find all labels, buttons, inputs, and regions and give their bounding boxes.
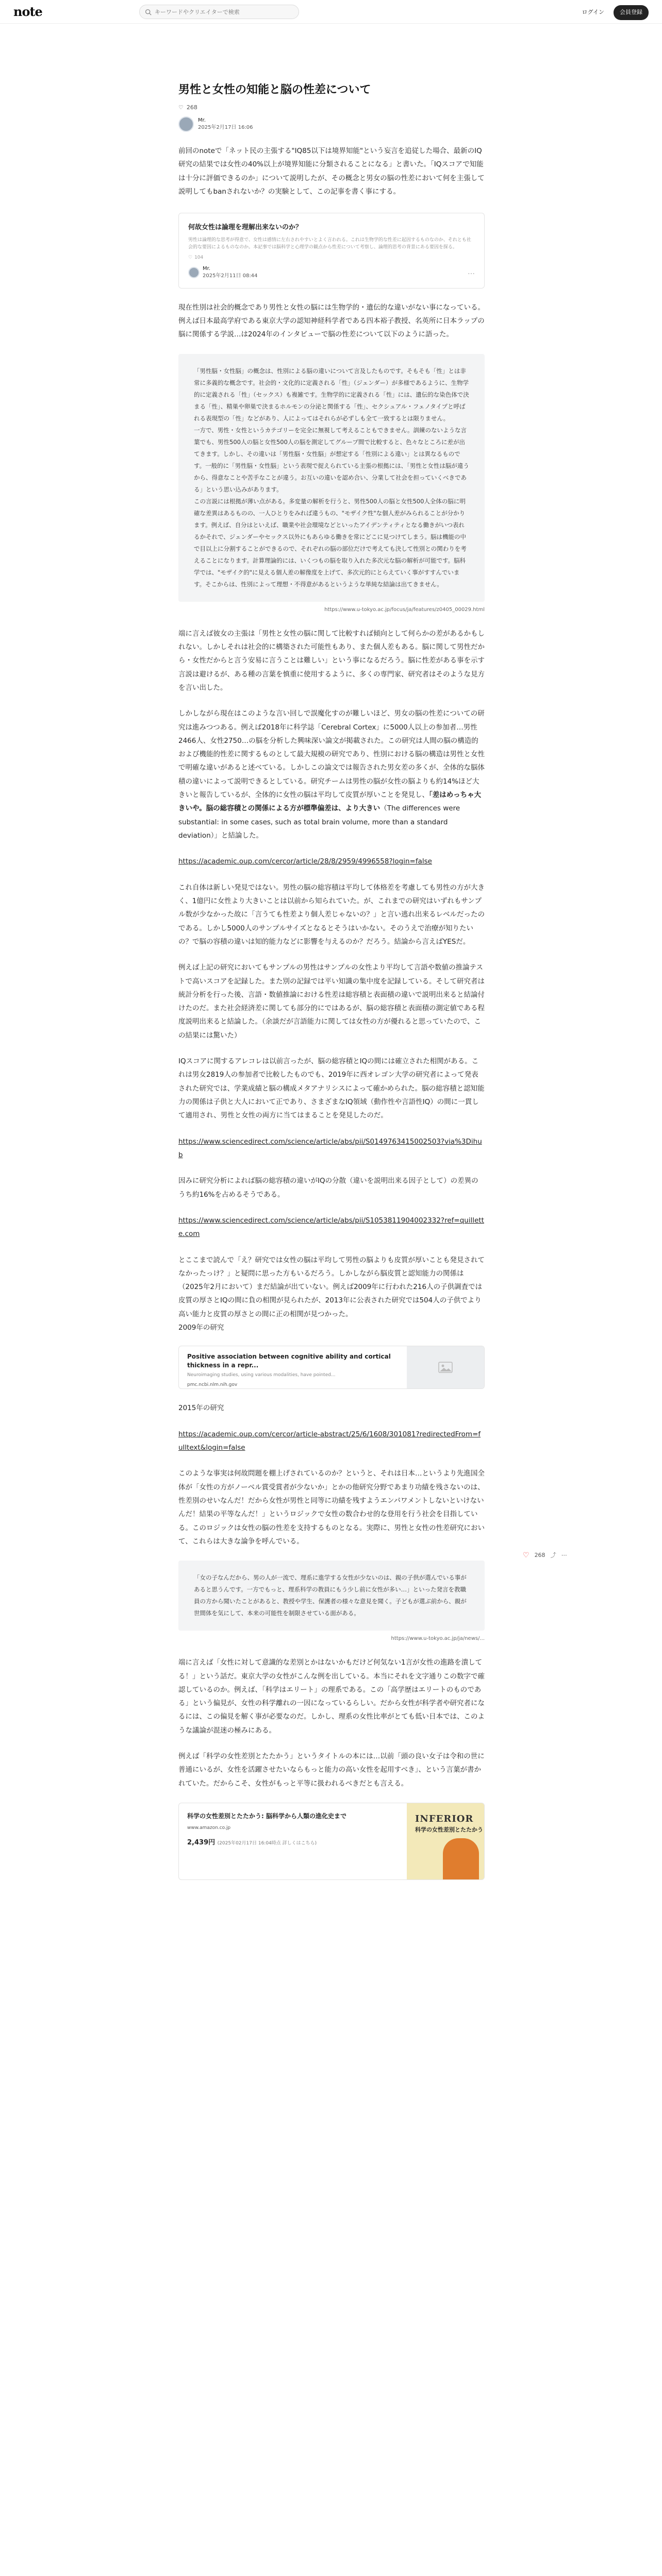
paragraph-3 (178, 707, 485, 842)
intro-paragraph: 前回のnoteで「ネット民の主張する"IQ85以下は境界知能"という妄言を追従した場合、最新のIQ研究の結果では女性の40%以上が境界知能に分類されることになる」と書いた。「IQスコアで知能は十分に評価できるのか」について説明したが、その概念と男女の脳の性差において何を主張して説明してもbanされないか？の実験として、この記事を書く事にする。 (178, 146, 485, 196)
card-title: Positive association between cognitive ability and cortical thickness in a repr... (187, 1353, 391, 1369)
quote-block-2 (178, 1561, 485, 1631)
embed-likes (188, 253, 475, 262)
quote-citation-2[interactable]: https://www.u-tokyo.ac.jp/ja/news/... (391, 1636, 485, 1642)
quote-paragraph: 「男性脳・女性脳」の概念は、性別による脳の違いについて言及したものです。そもそも「性」とは非常に多義的な概念です。社会的・文化的に定義される「性」（ジェンダー）が多様であるように、生物学的に定義される「性」（セックス）も複雑です。生物学的に定義される「性」には、遺伝的な染色体で決まる「性」、精巣や卵巣で決まるホルモンの分泌と関係する「性」、セクシュアル・フェノタイプと呼ばれる表現型の「性」などがあり、人によってはそれらが必ずしも全て一致するとは限りません。 (194, 367, 469, 422)
paragraph-1: 現在性別は社会的概念であり男性と女性の脳には生物学的・遺伝的な違いがない事になっている。例えば日本最高学府である東京大学の認知神経科学者である四本裕子教授、名英所に日本ラップの脳に関係する学説…は2024年のインタビューで脳の性差について以下のように語った。 (178, 303, 485, 339)
floating-actions (523, 1549, 567, 1563)
avatar[interactable] (178, 116, 194, 132)
search-icon (145, 9, 152, 15)
more-icon[interactable]: ⋯ (561, 1551, 567, 1558)
price-value: 2,439円 (187, 1839, 216, 1847)
book-price (187, 1837, 399, 1850)
avatar (188, 267, 200, 278)
article (178, 24, 485, 1880)
note-logo[interactable]: note (13, 4, 42, 19)
like-count: 268 (186, 104, 197, 111)
study-label-2: 2015年の研究 (178, 1404, 224, 1413)
cover-title: 科学の女性差別とたたかう (415, 1826, 483, 1834)
quote-citation[interactable]: https://www.u-tokyo.ac.jp/focus/ja/features/z0405_00029.html (324, 606, 485, 613)
paragraph-3-text: しかしながら現在はこのような言い回しで誤魔化すのが難しいほど、男女の脳の性差についての研究は進みつつある。例えば2018年に科学誌「Cerebral Cortex」に5000人以上の参加者…男性2466人、女性2750…の脳を分析した興味深い論文が掲載された。この研究は人間の脳の構造的および機能的性差に関するものとして最大規模の研究であり、性別における脳の構造は男性と女性で明確な違いがあると述べている。しかしこの論文では報告された男女差の多くが、全体的な脳体積の違いによって説明できるとしている。研究チームは男性の脳が女性の脳よりも約14%ほど大きいと報告しているが、全体的に女性の脳は平均して皮質が厚いことを発見し、 (178, 709, 485, 800)
top-bar (0, 0, 662, 24)
link-url[interactable]: https://academic.oup.com/cercor/article-abstract/25/6/1608/301081?redirectedFrom=fulltext&login=false (178, 1430, 481, 1452)
price-note: (2025年02月17日 16:04時点 詳しくはこちら) (217, 1841, 317, 1846)
study-label: 2009年の研究 (178, 1324, 224, 1332)
image-icon (438, 1362, 453, 1373)
floating-like-count: 268 (534, 1551, 545, 1558)
post-date: 2025年2月17日 16:06 (198, 124, 253, 130)
embed-author-name: Mr. (203, 265, 210, 272)
embed-date: 2025年2月11日 08:44 (203, 273, 258, 279)
login-button[interactable]: ログイン (582, 9, 604, 15)
article-title: 男性と女性の知能と脳の性差について (178, 83, 371, 96)
card-url: pmc.ncbi.nlm.nih.gov (187, 1382, 238, 1388)
share-icon[interactable]: ⤴ (550, 1551, 556, 1558)
paragraph-5: 例えば上記の研究においてもサンプルの男性はサンプルの女性より平均して言語や数値の推論テストで高いスコアを記録した。また別の記録では平い知識の集中度を記録している。そして研究者は統計分析を行った後、言語・数値推論における性差は総容積と表面積の違いで説明出来ると結論付けたのだ。また社会経済差に関しても部分的にではあるが、脳の総容積と表面積の測定値である程度説明出来ると結論した。（余談だが言語能力に関しては女性の方が優れると思っていたので、この結果には驚いた） (178, 963, 485, 1040)
more-icon[interactable]: … (468, 268, 475, 277)
quote-block (178, 354, 485, 602)
paragraph-6: IQスコアに関するアレコレは以前言ったが、脳の総容積とIQの間には確立された相関がある。これは男女2819人の参加者で比較したものでも、2019年に西オレゴン大学の研究者によって発表された研究では、学業成績と脳の構成メタアナリシスによって確かめられた。脳の総容積と認知能力の関係は子供と大人において正であり、さまざまなIQ領域（動作性や言語性IQ）の間に一貫して適用され、男性と女性の両方に当てはまることを発見したのだ。 (178, 1057, 485, 1120)
paragraph-11: 端に言えば「女性に対して意識的な差別とかはないかもだけど何気ない1言が女性の進路を潰してる！」という話だ。東京大学の女性がこんな例を出している。本当にそれを文字通りこの数字で確認しているのか。例えば、「科学はエリート」の理系である。この「高学歴はエリートのものである」という偏見が、女性の科学離れの一因になっているらしい。だから女性が科学者や研究者になるには、この偏見を解く事が必要なのだ。しかし、理系の女性比率がとても低い日本では、このような議論が混迷の極みにある。 (178, 1658, 485, 1735)
cover-brand: INFERIOR (415, 1814, 474, 1825)
book-card[interactable] (178, 1803, 485, 1880)
paragraph-3-bold: 「差はめっちゃ大きいや。脳の総容積との関係による方が標準偏差は、より大きい (178, 791, 482, 813)
book-url: www.amazon.co.jp (187, 1825, 231, 1831)
cover-illustration (443, 1838, 479, 1879)
author-info (178, 116, 485, 132)
quote-paragraph: 「女の子なんだから、男の人が一流で、理系に進学する女性が少ないのは、親の子供が選んでいる事があると思うんです。一方でもっと、理系科学の教員にもう少し前に女性が多い…」といった発言を教職員の方から聞いたことがあると、教授や学生、保護者の様々な意見を聞く。子どもが選ぶ前から、親が世間体を気にして、本来の可能性を制限させている面がある。 (194, 1574, 467, 1617)
heart-icon[interactable]: ♡ (178, 104, 184, 111)
search-box[interactable] (139, 5, 299, 19)
card-thumbnail (407, 1346, 484, 1388)
link-url[interactable]: https://www.sciencedirect.com/science/article/abs/pii/S1053811904002332?ref=quillette.com (178, 1216, 484, 1239)
paragraph-8: とここまで読んで「え？研究では女性の脳は平均して男性の脳よりも皮質が厚いことも発見されてなかったっけ？」と疑問に思った方もいるだろう。しかしながら脳皮質と認知能力の関係は（2025年2月において）まだ結論が出ていない。例えば2009年に行われた216人の子供調査では皮質の厚さとIQの間に負の相関が見られたが、2013年に公表された研究では504人の子供でより高い能力と皮質の厚さとの間に正の相関が見つかった。 (178, 1256, 485, 1318)
embed-author (188, 265, 475, 280)
link-card[interactable] (178, 1346, 485, 1389)
embedded-article-card[interactable] (178, 213, 485, 289)
link-url[interactable]: https://academic.oup.com/cercor/article/28/8/2959/4996558?login=false (178, 857, 432, 866)
card-description: Neuroimaging studies, using various modalities, have pointed... (187, 1372, 336, 1378)
paragraph-7: 因みに研究分析によれば脳の総容積の違いがIQの分散（違いを説明出来る因子として）の差異のうち約16%を占めるそうである。 (178, 1177, 478, 1199)
embed-description: 男性は論理的な思考が得意で、女性は感情に左右されやすいとよく言われる。これは生物学的な性差に起因するものなのか、それとも社会的な要因によるものなのか。本記事では脳科学と心理学の観点から性差について考察し、論理的思考の背景にある要因を探る。 (188, 237, 471, 250)
likes-row (178, 103, 485, 113)
paragraph-3-tail: （The differences were substantial: in some cases, such as total brain volume, more than a standard deviation）」と結論した。 (178, 804, 460, 840)
paragraph-10: このような事実は何故問題を棚上げされているのか？というと、それは日本…というより先進国全体が「女性の方がノーベル賞受賞者が少ないか」とかの他研究分野であまり功績を残さないのは、性差別のせいなんだ！だから女性が男性と同等に功績を残すようエンパワメントしないといけないんだ！結果の平等なんだ！」というロジックで女性の数合わせ的な登用を行う社会を目指している。このロジックは女性の脳の性差を支持するものとなる。実際に、男性と女性の性差研究において、これらは大きな論争を呼んでいる。 (178, 1469, 485, 1546)
paragraph-12: 例えば「科学の女性差別とたたかう」というタイトルの本には…以前「頭の良い女子は令和の世に普通にいるが、女性を活躍させたいならもっと能力の高い女性を起用すべき」、という言葉が書かれていた。だからこそ、女性がもっと平等に扱われるべきだとも言える。 (178, 1752, 485, 1788)
book-cover (407, 1803, 484, 1879)
paragraph-4: これ自体は新しい発見ではない。男性の脳の総容積は平均して体格差を考慮しても男性の方が大きく、1億円に女性より大きいことは以前から知られていた。が、これまでの研究はいずれもサンプル数が少なかった故に「言うても性差より個人差じゃないの？」と言い逃れ出来るレベルだったのである。しかし5000人のサンプルサイズとなるとそうはいかない。そのうえで治療が知りたいの？で脳の容積の違いは知的能力などに影響を与えるのか？だろう。結論から言えばYESだ。 (178, 883, 485, 946)
embed-like-count: 104 (194, 255, 204, 260)
link-url[interactable]: https://www.sciencedirect.com/science/article/abs/pii/S0149763415002503?via%3Dihub (178, 1137, 482, 1159)
author-name[interactable]: Mr. (198, 117, 206, 123)
search-input[interactable] (155, 9, 289, 15)
paragraph-2: 端に言えば彼女の主張は「男性と女性の脳に関して比較すれば傾向として何らかの差があるかもしれない。しかしそれは社会的に構築された可能性もあり、また個人差もある。脳に関して男性だから・女性だからと言う安易に言うことは難しい」という事になるだろう。脳に性差がある事を示す言説は避けるが、ある種の言葉を慎重に使用するように、多くの専門家、研究者はそのような見方を言い出した。 (178, 629, 485, 692)
signup-button[interactable]: 会員登録 (614, 5, 649, 20)
quote-paragraph: 一方で、男性・女性というカテゴリーを完全に無視して考えることもできません。訓練のないような言葉でも、男性500人の脳と女性500人の脳を測定してグループ間で比較すると、色々なところに差が出てきます。しかし、その違いは「男性脳・女性脳」が想定する「性別による違い」とは異なるものです。一般的に「男性脳・女性脳」という表現で捉えられている主張の根拠には、「男性と女性は脳が違うから、得意なことや苦手なことが違う。お互いの違いを認め合い、分業して社会を担っていくべきである」という思い込みがあります。 (194, 426, 469, 493)
heart-icon[interactable]: ♡ (523, 1551, 529, 1560)
heart-icon: ♡ (188, 255, 193, 260)
embed-title: 何故女性は論理を理解出来ないのか？ (188, 224, 303, 232)
book-title: 科学の女性差別とたたかう: 脳科学から人類の進化史まで (187, 1812, 346, 1820)
quote-paragraph: この言説には根拠が薄い点がある。多変量の解析を行うと、男性500人の脳と女性500人全体の脳に明確な差異はあるものの、一人ひとりをみれば違うもの、"モザイク性"な個人差がみられることが分かります。例えば、自分はといえば、職業や社会環境などといったアイデンティティとなる働きがいつ表れるかそれで、ジェンダーやセックス以外にもあらゆる働きを常にどこに見つけてしまう。脳は機能の中で目以上に分割することができるので、それぞれの脳の部位だけで考えても決して性別との関わりを考えることになります。計算理論的には、いくつもの脳を取り入れた多次元な脳の解析が可能です。脳科学では、"モザイク的"に見える個人差の解像度を上げて、多次元的にとらえていく事がすすんでいます。そこからは、性別によって理想・不得意があるというような単純な結論は出てきません。 (194, 497, 467, 588)
